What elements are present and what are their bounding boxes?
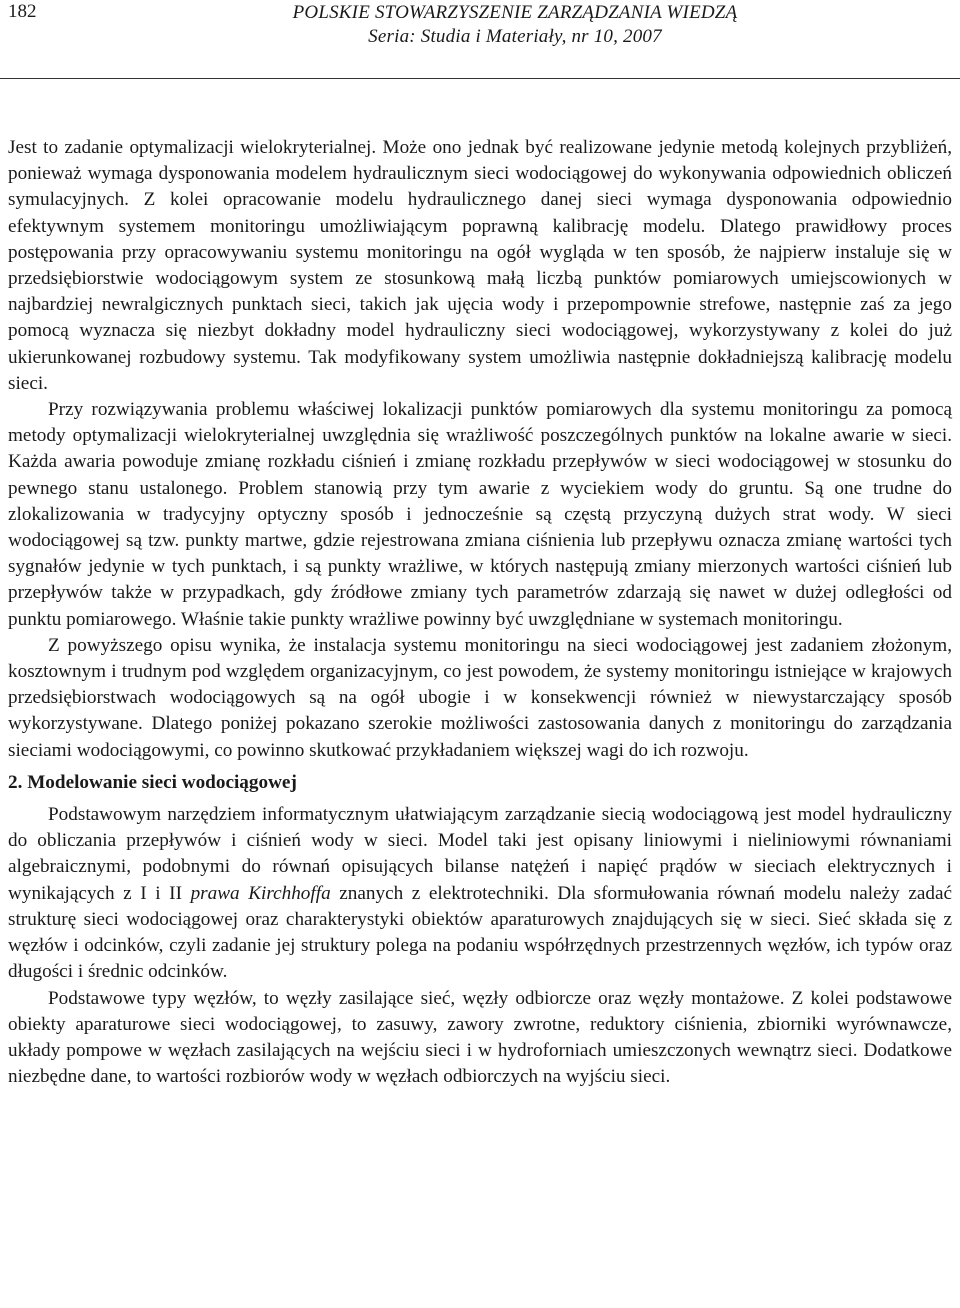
paragraph: Przy rozwiązywania problemu właściwej lokalizacji punktów pomiarowych dla systemu monitoringu za pomocą metody optymalizacji wielokryterialnej uwzględnia się wrażliwość poszczególnych punktów na lokalne awarie w sieci. Każda awaria powoduje zmianę rozkładu ciśnień i zmianę rozkładu przepływów w sieci wodociągowej w stosunku do pewnego stanu ustalonego. Problem stanowią przy tym awarie z wyciekiem wody do gruntu. Są one trudne do zlokalizowania w tradycyjny optyczny sposób i jednocześnie są częstą przyczyną dużych strat wody. W sieci wodociągowej są tzw. punkty martwe, gdzie rejestrowana zmiana ciśnienia lub przepływu oznacza zmianę wartości tych sygnałów jedynie w tych punktach, i są punkty wrażliwe, w których następują zmiany mierzonych wartości ciśnień lub przepływów także w przypadkach, gdy źródłowe zmiany tych parametrów zdarzają się nawet w dużej odległości od punktu pomiarowego. Właśnie takie punkty wrażliwe powinny być uwzględniane w systemach monitoringu. [8,399,952,630]
page-header [0,0,960,82]
header-rule [0,78,960,79]
article-body [8,135,952,1090]
paragraph: Z powyższego opisu wynika, że instalacja systemu monitoringu na sieci wodociągowej jest zadaniem złożonym, kosztownym i trudnym pod względem organizacyjnym, co jest powodem, że systemy monitoringu istniejące w krajowych przedsiębiorstwach wodociągowych są na ogół ubogie i w konsekwencji również w niewystarczający sposób wykorzystywane. Dlatego poniżej pokazano szerokie możliwości zastosowania danych z monitoringu do zarządzania sieciami wodociągowymi, co powinno skutkować przykładaniem większej wagi do ich rozwoju. [8,634,952,761]
journal-header [0,1,960,49]
section-heading: 2. Modelowanie sieci wodociągowej [8,771,297,793]
paragraph: Jest to zadanie optymalizacji wielokryterialnej. Może ono jednak być realizowane jedynie metodą kolejnych przybliżeń, ponieważ wymaga dysponowania modelem hydraulicznym sieci wodociągowej do wykonywania odpowiednich obliczeń symulacyjnych. Z kolei opracowanie modelu hydraulicznego danej sieci wymaga dysponowania odpowiednio efektywnym systemem monitoringu umożliwiającym poprawną kalibrację modelu. Dlatego prawidłowy proces postępowania przy opracowywaniu systemu monitoringu na ogół wygląda w ten sposób, że najpierw instaluje się w przedsiębiorstwie wodociągowym system ze stosunkową małą liczbą punktów pomiarowych umiejscowionych w najbardziej newralgicznych punktach sieci, takich jak ujęcia wody i przepompownie strefowe, następnie zaś za jego pomocą wyznacza się niezbyt dokładny model hydrauliczny sieci wodociągowej, wykorzystywany z kolei do już ukierunkowanej rozbudowy systemu. Tak modyfikowany system umożliwia następnie dokładniejszą kalibrację modelu sieci. [8,137,952,394]
emphasis-text: prawa Kirchhoffa [190,882,331,904]
journal-title: POLSKIE STOWARZYSZENIE ZARZĄDZANIA WIEDZĄ [292,2,738,23]
paragraph-text: Podstawowym narzędziem informatycznym ułatwiającym zarządzanie siecią wodociągową jest model hydrauliczny do obliczania przepływów i ciśnień wody w sieci. Model taki jest opisany liniowymi i nieliniowymi równaniami algebraicznymi, podobnymi do równań opisujących bilanse natężeń i napięć prądów w sieciach elektrycznych i wynikających z I i II [8,804,952,904]
page-number: 182 [8,1,37,22]
paragraph [8,802,952,985]
journal-series: Seria: Studia i Materiały, nr 10, 2007 [368,26,662,47]
paragraph: Podstawowe typy węzłów, to węzły zasilające sieć, węzły odbiorcze oraz węzły montażowe. Z kolei podstawowe obiekty aparaturowe sieci wodociągowej, to zasuwy, zawory zwrotne, reduktory ciśnienia, zbiorniki wyrównawcze, układy pompowe w węzłach zasilających na wejściu sieci i w hydroforniach umieszczonych wewnątrz sieci. Dodatkowe niezbędne dane, to wartości rozbiorów wody w węzłach odbiorczych na wyjściu sieci. [8,987,952,1088]
paragraph-text: znanych z elektrotechniki. Dla sformułowania równań modelu należy zadać strukturę sieci wodociągowej oraz charakterystyki obiektów aparaturowych znajdujących się w sieci. Sieć składa się z węzłów i odcinków, czyli zadanie jej struktury polega na podaniu współrzędnych przestrzennych węzłów, ich typów oraz długości i średnic odcinków. [8,882,953,983]
